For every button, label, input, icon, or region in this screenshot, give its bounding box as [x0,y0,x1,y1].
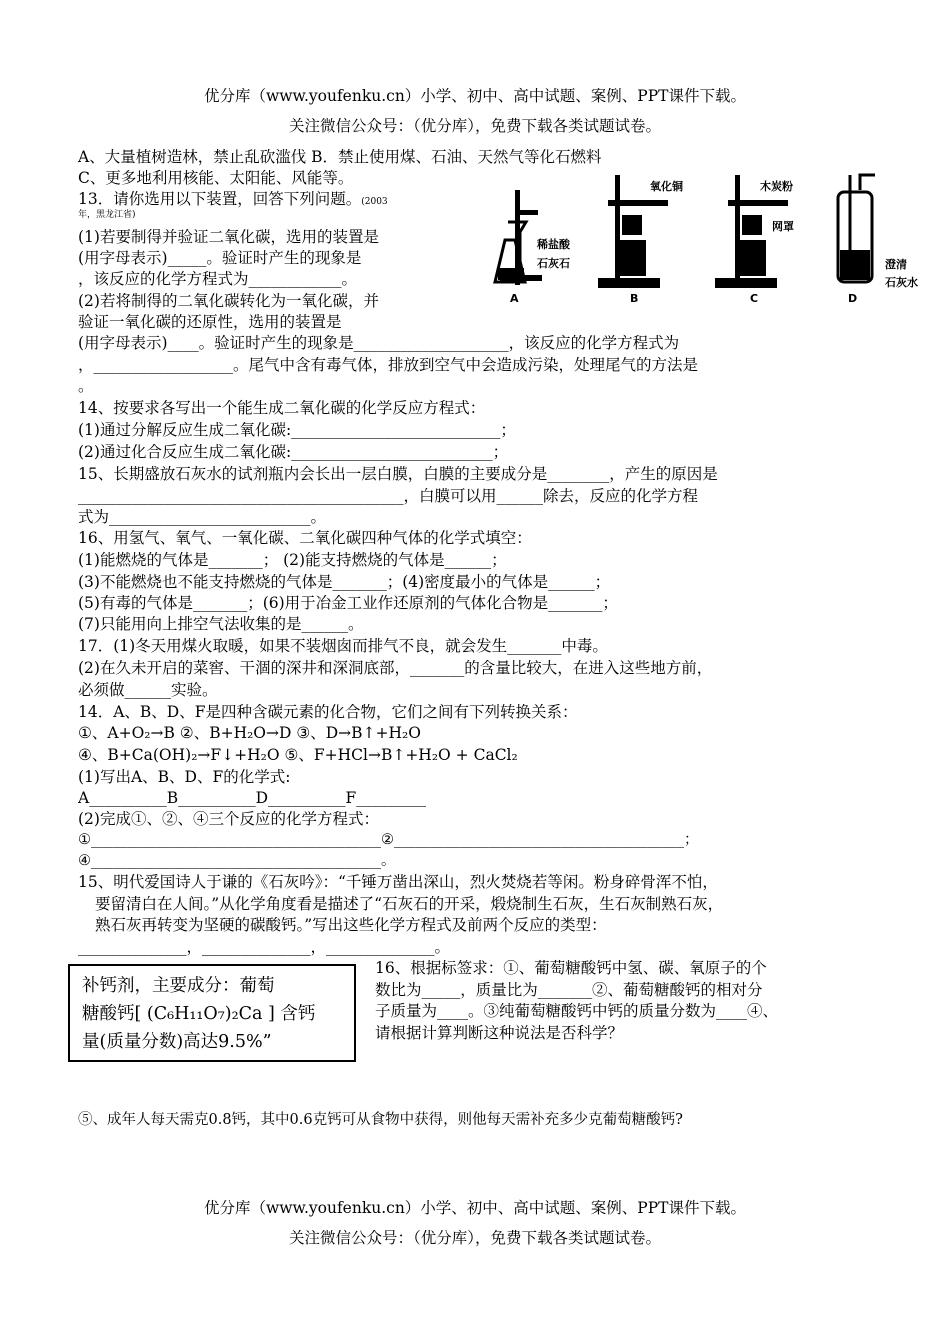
label-line: 补钙剂，主要成分：葡萄 [82,976,275,996]
label-line: 量(质量分数)高达9.5%” [82,1032,272,1052]
q13-line: 。 [78,377,94,395]
label-a-reagent2: 石灰石 [537,257,570,270]
reaction-line: ④、B+Ca(OH)₂→F↓+H₂O ⑤、F+HCl→B↑+H₂O + CaCl₂ [78,746,518,764]
q13-line: (2)若将制得的二氧化碳转化为一氧化碳，并 [78,292,379,310]
q14b-line: (2)完成①、②、④三个反应的化学方程式： [78,810,379,828]
q15-line: __________________________________________，白膜可以用______除去，反应的化学方程 [78,487,699,505]
q14b-line: (1)写出A、B、D、F的化学式: [78,768,291,786]
q13-line: 验证一氧化碳的还原性，选用的装置是 [78,313,342,331]
reaction-line: ①、A+O₂→B ②、B+H₂O→D ③、D→B↑+H₂O [78,724,421,742]
q15-line: 15、长期盛放石灰水的试剂瓶内会长出一层白膜，白膜的主要成分是________，产生的原因是 [78,465,718,483]
letter-a: A [510,292,519,305]
label-line: 糖酸钙[ (C₆H₁₁O₇)₂Ca ] 含钙 [82,1004,316,1024]
apparatus-a-illustration [495,190,542,285]
q13-source: 年，黑龙江省) [78,210,136,220]
letter-d: D [848,292,858,305]
q15b-line: 15、明代爱国诗人于谦的《石灰吟》：“千锤万凿出深山，烈火焚烧若等闲。粉身碎骨浑不怕， [78,873,718,891]
label-a-reagent1: 稀盐酸 [537,238,570,251]
header-line-2: 关注微信公众号：（优分库），免费下载各类试题试卷。 [288,117,661,135]
letter-b: B [630,292,639,305]
q13-line: ，该反应的化学方程式为____________。 [78,270,358,288]
q14b-line: ①________________________________________②________________________________________； [78,832,699,848]
q14b-title: 14．A、B、D、F是四种含碳元素的化合物，它们之间有下列转换关系： [78,703,578,721]
label-d-2: 石灰水 [885,276,918,289]
q15-line: 式为__________________________。 [78,508,327,526]
header-line-1: 优分库（www.youfenku.cn）小学、初中、高中试题、案例、PPT课件下载。 [203,87,747,105]
q17-line: 17．(1)冬天用煤火取暖，如果不装烟囱而排气不良，就会发生_______中毒。 [78,637,608,655]
q16b-line: 16、根据标签求：①、葡萄糖酸钙中氢、碳、氧原子的个 [375,959,767,977]
q15b-line: 熟石灰再转变为坚硬的碳酸钙。”写出这些化学方程式及前两个反应的类型： [95,916,607,934]
apparatus-figure [480,170,932,310]
supplement-label-box [68,964,356,1062]
q13-line: (1)若要制得并验证二氧化碳，选用的装置是 [78,228,379,246]
q14-line: (1)通过分解反应生成二氧化碳:___________________________； [78,421,516,439]
option-line-c: C、更多地利用核能、太阳能、风能等。 [78,169,354,187]
label-b: 氧化铜 [650,180,683,193]
q16-line: (7)只能用向上排空气法收集的是______。 [78,615,364,633]
q16b-line: 数比为_____，质量比为_______②、葡萄糖酸钙的相对分 [375,981,763,999]
footer-line-1: 优分库（www.youfenku.cn）小学、初中、高中试题、案例、PPT课件下载。 [203,1199,747,1217]
q14b-line: A__________B__________D__________F_________ [78,789,427,807]
q16-line: (3)不能燃烧也不能支持燃烧的气体是_______；(4)密度最小的气体是______； [78,573,611,591]
footer-line-2: 关注微信公众号：（优分库），免费下载各类试题试卷。 [288,1229,661,1247]
q15b-line: 要留清白在人间。”从化学角度看是描述了“石灰石的开采，煅烧制生石灰，生石灰制熟石灰， [95,895,724,913]
q14-title: 14、按要求各写出一个能生成二氧化碳的化学反应方程式： [78,399,486,417]
q16b-line: 请根据计算判断这种说法是否科学？ [375,1024,624,1042]
q16-line: (5)有毒的气体是_______；(6)用于冶金工业作还原剂的气体化合物是_______； [78,594,618,612]
q13-line: (用字母表示)_____。验证时产生的现象是 [78,249,362,267]
q17-line: (2)在久未开启的菜窖、干涸的深井和深洞底部，_______的含量比较大，在进入这些地方前， [78,659,713,677]
label-d-1: 澄清 [885,258,907,271]
q14b-line: ④________________________________________。 [78,853,396,869]
q16-title: 16、用氢气、氧气、一氧化碳、二氧化碳四种气体的化学式填空： [78,529,532,547]
label-c-1: 木炭粉 [760,180,793,193]
q14-line: (2)通过化合反应生成二氧化碳:__________________________； [78,443,509,461]
q17-line: 必须做______实验。 [78,681,218,699]
q16b-line: 子质量为____。③纯葡萄糖酸钙中钙的质量分数为____④、 [375,1002,779,1020]
q13-line: (用字母表示)____。验证时产生的现象是____________________，该反应的化学方程式为 [78,334,680,352]
letter-c: C [750,292,759,305]
label-c-2: 网罩 [772,220,794,233]
q16-line: (1)能燃烧的气体是_______； (2)能支持燃烧的气体是______； [78,551,507,569]
q15b-line: ______________，______________，______________。 [78,938,451,956]
q16b-line: ⑤、成年人每天需克0.8钙，其中0.6克钙可从食物中获得，则他每天需补充多少克葡萄糖酸钙? [78,1112,683,1128]
q13-line: ，__________________。尾气中含有毒气体，排放到空气中会造成污染，处理尾气的方法是 [78,356,699,374]
apparatus-d-illustration [838,175,875,282]
q13-title: 13．请你选用以下装置，回答下列问题。(2003 [78,190,388,208]
option-line-ab: A、大量植树造林，禁止乱砍滥伐 B．禁止使用煤、石油、天然气等化石燃料 [78,148,602,166]
